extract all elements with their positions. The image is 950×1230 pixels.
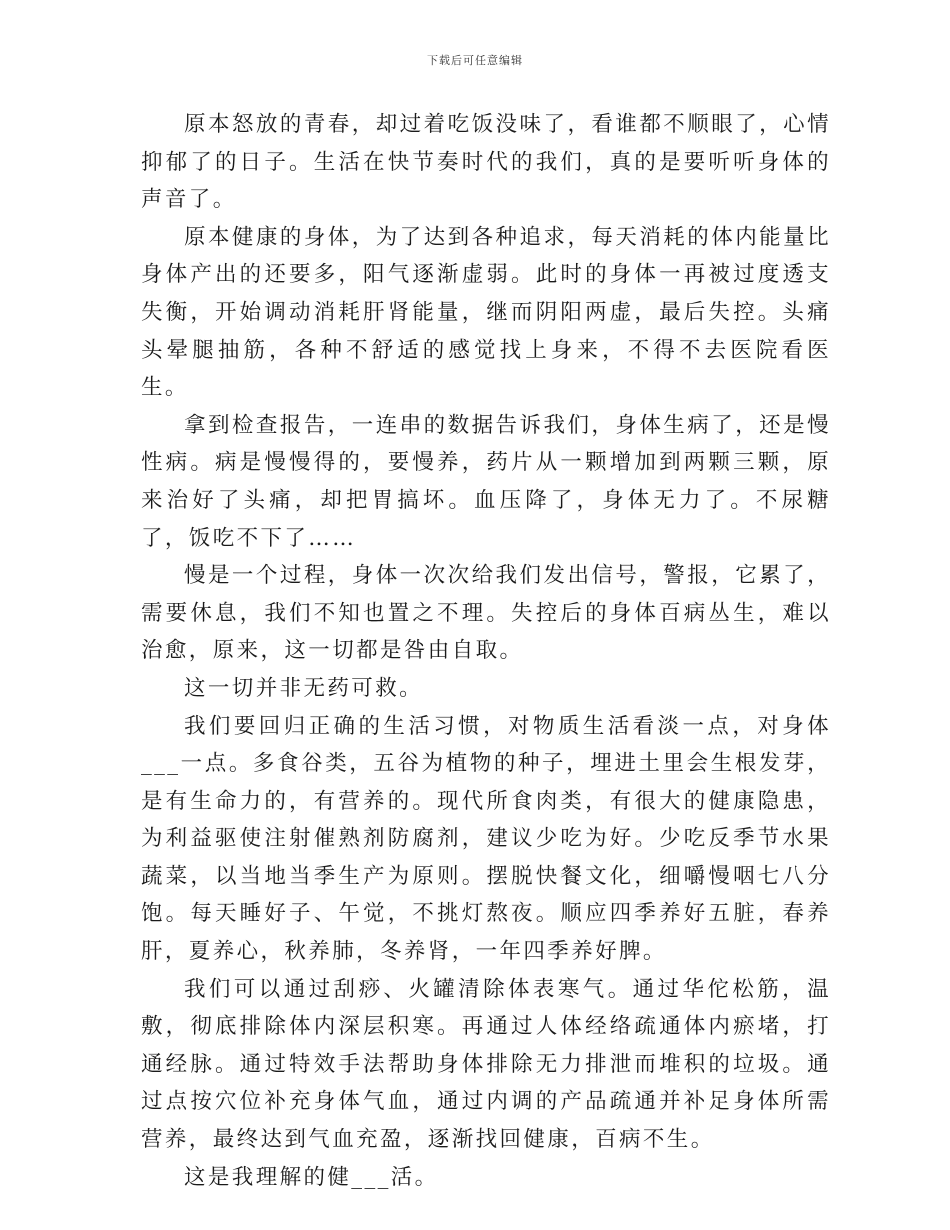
paragraph: 这一切并非无药可救。 xyxy=(184,675,424,701)
paragraph: 拿到检查报告，一连串的数据告诉我们，身体生病了，还是慢性病。病是慢慢得的，要慢养，药片从一颗增加到两颗三颗，原来治好了头痛，却把胃搞坏。血压降了，身体无力了。不尿糖了，饭吃不下了…… xyxy=(141,412,831,551)
paragraph: 我们要回归正确的生活习惯，对物质生活看淡一点，对身体___一点。多食谷类，五谷为植物的种子，埋进土里会生根发芽，是有生命力的，有营养的。现代所食肉类，有很大的健康隐患，为利益驱使注射催熟剂防腐剂，建议少吃为好。少吃反季节水果蔬菜，以当地当季生产为原则。摆脱快餐文化，细嚼慢咽七八分饱。每天睡好子、午觉，不挑灯熬夜。顺应四季养好五脏，春养肝，夏养心，秋养肺，冬养肾，一年四季养好脾。 xyxy=(141,713,831,965)
page-header: 下载后可任意编辑 xyxy=(427,54,523,67)
document-body xyxy=(141,106,831,1196)
paragraph: 这是我理解的健___活。 xyxy=(184,1164,439,1190)
paragraph: 我们可以通过刮痧、火罐清除体表寒气。通过华佗松筋，温敷，彻底排除体内深层积寒。再通过人体经络疏通体内瘀堵，打通经脉。通过特效手法帮助身体排除无力排泄而堆积的垃圾。通过点按穴位补充身体气血，通过内调的产品疏通并补足身体所需营养，最终达到气血充盈，逐渐找回健康，百病不生。 xyxy=(141,976,831,1153)
paragraph: 慢是一个过程，身体一次次给我们发出信号，警报，它累了，需要休息，我们不知也置之不理。失控后的身体百病丛生，难以治愈，原来，这一切都是咎由自取。 xyxy=(141,563,831,664)
paragraph: 原本怒放的青春，却过着吃饭没味了，看谁都不顺眼了，心情抑郁了的日子。生活在快节奏时代的我们，真的是要听听身体的声音了。 xyxy=(141,112,831,213)
paragraph: 原本健康的身体，为了达到各种追求，每天消耗的体内能量比身体产出的还要多，阳气逐渐虚弱。此时的身体一再被过度透支失衡，开始调动消耗肝肾能量，继而阴阳两虚，最后失控。头痛头晕腿抽筋，各种不舒适的感觉找上身来，不得不去医院看医生。 xyxy=(141,224,831,401)
